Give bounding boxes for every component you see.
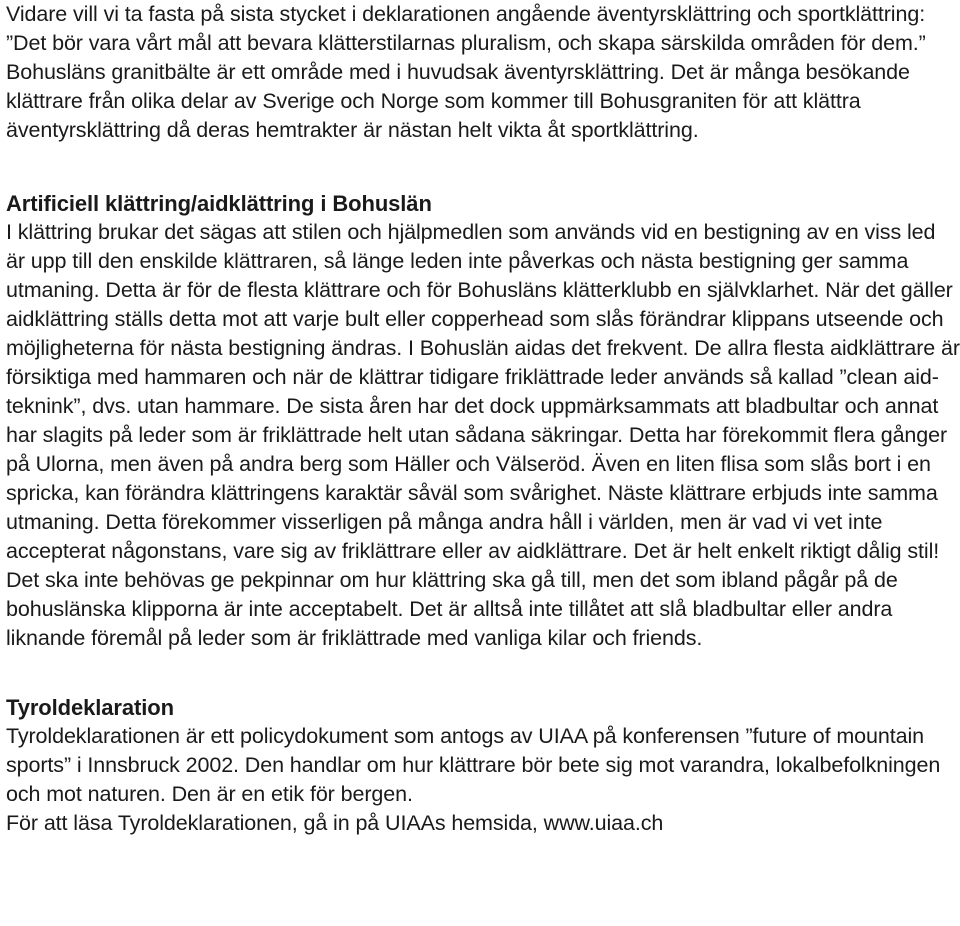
heading-tyroldeklaration: Tyroldeklaration: [6, 695, 174, 720]
intro-paragraph: Vidare vill vi ta fasta på sista stycket i deklarationen angående äventyrsklättring och sportklättring: ”Det bör vara vårt mål att bevara klätterstilarnas pluralism, och skapa särskilda områden för dem.” Bohusläns granitbälte är ett område med i huvudsak äventyrsklättring. Det är många besökande klättrare från olika delar av Sverige och Norge som kommer till Bohusgraniten för att klättra äventyrsklättring då deras hemtrakter är nästan helt vikta åt sportklättring.: [6, 2, 926, 142]
document-page: [6, 0, 960, 838]
artificiell-paragraph: I klättring brukar det sägas att stilen och hjälpmedlen som används vid en bestigning av en viss led är upp till den enskilde klättraren, så länge leden inte påverkas och nästa bestigning ger samma utmaning. Detta är för de flesta klättrare och för Bohusläns klätterklubb en självklarhet. När det gäller aidklättring ställs detta mot att varje bult eller copperhead som slås förändrar klippans utseende och möjligheterna för nästa bestigning ändras. I Bohuslän aidas det frekvent. De allra flesta aidklättrare är försiktiga med hammaren och när de klättrar tidigare friklättrade leder används så kallad ”clean aid-teknink”, dvs. utan hammare. De sista åren har det dock uppmärksammats att bladbultar och annat har slagits på leder som är friklättrade helt utan sådana säkringar. Detta har förekommit flera gånger på Ulorna, men även på andra berg som Häller och Välseröd. Även en liten flisa som slås bort i en spricka, kan förändra klättringens karaktär såväl som svårighet. Näste klättrare erbjuds inte samma utmaning. Detta förekommer visserligen på många andra håll i världen, men är vad vi vet inte accepterat någonstans, vare sig av friklättrare eller av aidklättrare. Det är helt enkelt riktigt dålig stil! Det ska inte behövas ge pekpinnar om hur klättring ska gå till, men det som ibland pågår på de bohuslänska klipporna är inte acceptabelt. Det är alltså inte tillåtet att slå bladbultar eller andra liknande föremål på leder som är friklättrade med vanliga kilar och friends.: [6, 220, 960, 650]
heading-artificiell-klattring: Artificiell klättring/aidklättring i Bohuslän: [6, 191, 432, 216]
tyrol-paragraph: Tyroldeklarationen är ett policydokument som antogs av UIAA på konferensen ”future of mountain sports” i Innsbruck 2002. Den handlar om hur klättrare bör bete sig mot varandra, lokalbefolkningen och mot naturen. Den är en etik för bergen.: [6, 724, 941, 806]
tyrol-website-line: För att läsa Tyroldeklarationen, gå in på UIAAs hemsida, www.uiaa.ch: [6, 811, 664, 835]
